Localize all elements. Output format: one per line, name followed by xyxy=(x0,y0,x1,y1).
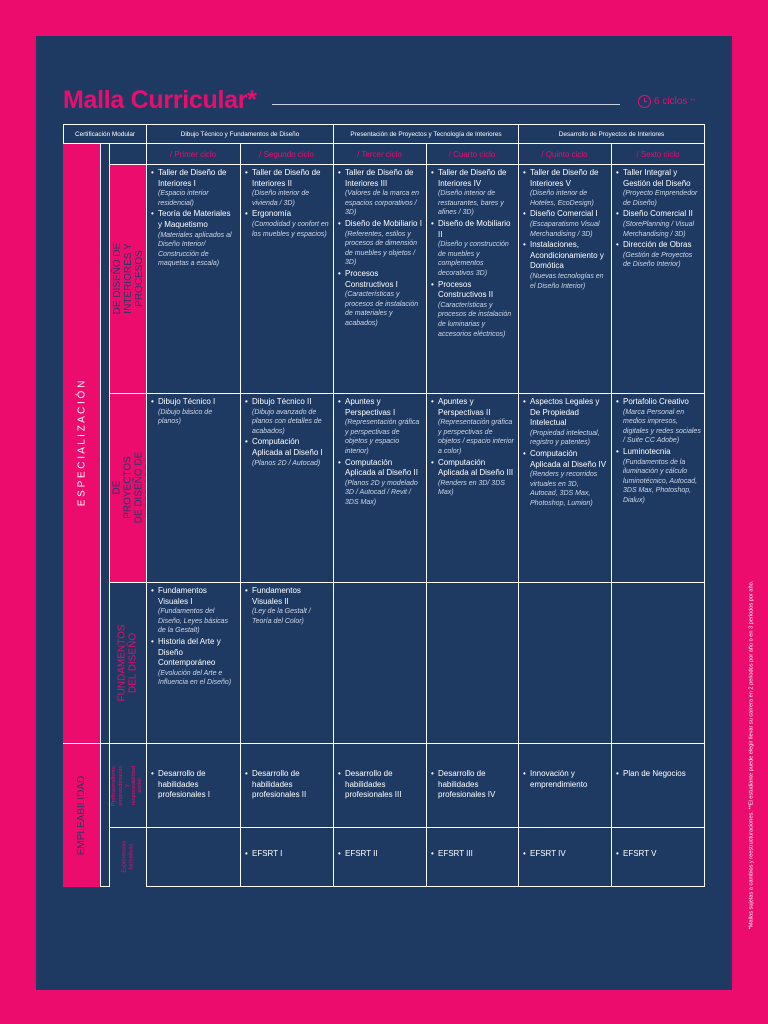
course-cell xyxy=(150,168,236,270)
course-item xyxy=(337,849,422,860)
title-divider xyxy=(272,104,620,105)
course-item xyxy=(337,397,422,457)
course-name: • Apuntes y Perspectivas II xyxy=(438,397,491,417)
course-name: • Dibujo Técnico I xyxy=(158,397,216,406)
course-item xyxy=(430,769,514,801)
row-divider xyxy=(110,582,705,583)
course-name: • Procesos Constructivos II xyxy=(438,279,494,300)
course-cell xyxy=(337,168,422,330)
course-description: (Fundamentos de la iluminación y cálculo luminotécnico, Autocad, 3DS Max, Photoshop, Dialux) xyxy=(623,458,698,504)
course-cell xyxy=(430,769,514,802)
course-cell xyxy=(522,849,607,861)
course-list xyxy=(430,849,514,860)
course-description: (Características y procesos de instalación de luminarias y accesorios eléctricos) xyxy=(438,301,512,338)
course-cell xyxy=(615,168,701,271)
cycle-label: / Tercer ciclo xyxy=(357,149,402,159)
course-item xyxy=(615,209,701,239)
col-header-dibujo: Dibujo Técnico y Fundamentos de Diseño xyxy=(180,130,300,138)
course-list xyxy=(615,769,701,780)
course-cell xyxy=(244,586,329,627)
course-cell xyxy=(337,397,422,509)
course-name: • Computación Aplicada al Diseño IV xyxy=(530,448,607,469)
course-name: • Diseño Comercial II xyxy=(623,209,693,219)
course-name: • Innovación y emprendimiento xyxy=(530,769,588,789)
course-name: • Desarrollo de habilidades profesionales III xyxy=(345,769,402,800)
column-divider xyxy=(518,144,519,887)
clock-icon xyxy=(638,95,651,108)
course-item xyxy=(244,849,329,860)
course-name: • Desarrollo de habilidades profesionales II xyxy=(252,769,307,800)
course-item xyxy=(150,209,236,269)
course-item xyxy=(337,269,422,329)
course-name: • Plan de Negocios xyxy=(623,769,686,778)
course-name: • Portafolio Creativo xyxy=(623,397,689,406)
course-name: • Taller de Diseño de Interiores II xyxy=(252,168,321,188)
course-item xyxy=(150,769,236,801)
course-name: • EFSRT V xyxy=(623,849,657,858)
course-description: (Fundamentos del Diseño, Leyes básicas de la Gestalt) xyxy=(158,608,229,635)
course-description: (Representación gráfica y perspectivas de objetos / espacio interior a color) xyxy=(438,419,514,455)
course-item xyxy=(522,168,607,208)
course-name: • Aspectos Legales y De Propiedad Intelectual xyxy=(530,397,600,428)
course-name: • Ergonomía xyxy=(252,209,292,219)
course-item xyxy=(522,849,607,860)
course-item xyxy=(337,458,422,508)
spacer-column xyxy=(100,144,110,887)
row-divider xyxy=(63,743,705,744)
course-list xyxy=(615,397,701,506)
course-description: (Materiales aplicados al Diseño Interior/ Construcción de maquetas a escala) xyxy=(158,231,232,268)
course-name: • Computación Aplicada al Diseño I xyxy=(252,437,323,457)
group-empleabilidad: EMPLEABILIDAD xyxy=(76,775,88,855)
course-item xyxy=(244,168,329,208)
course-cell xyxy=(522,397,607,510)
course-list xyxy=(522,397,607,509)
course-item xyxy=(430,458,514,498)
course-item xyxy=(522,240,607,291)
course-description: (Proyecto Emprendedor de Diseño) xyxy=(623,190,698,207)
course-list xyxy=(337,168,422,329)
row-label-presentacion: PRESENTACIÓN DE PROYECTOS DE DISEÑO DE INTERIORES xyxy=(100,448,156,527)
course-description: (Diseño interior de vivienda / 3D) xyxy=(252,190,310,207)
course-name: • Desarrollo de habilidades profesionales I xyxy=(158,769,211,800)
course-item xyxy=(522,397,607,448)
course-description: (Propiedad intelectual, registro y patentes) xyxy=(530,429,600,447)
course-description: (Comodidad y confort en los muebles y espacios) xyxy=(252,220,329,238)
course-list xyxy=(522,769,607,790)
course-item xyxy=(150,397,236,427)
footnote: *Mallas sujetas a cambios y reestructuraciones. **El estudiante puede elegir llevar su carrera en 2 periodos por año o en 3 periodos por año. xyxy=(748,580,755,930)
course-description: (Dibujo avanzado de planos con detalles de acabados) xyxy=(252,408,322,435)
course-name: • Instalaciones, Acondicionamiento y Domótica xyxy=(530,240,604,271)
column-divider xyxy=(240,144,241,887)
course-list xyxy=(244,586,329,626)
course-name: • Taller de Diseño de Interiores III xyxy=(345,168,414,188)
course-name: • Dibujo Técnico II xyxy=(252,397,312,406)
cycle-label: / Quinto ciclo xyxy=(541,149,588,159)
course-name: • Diseño de Mobiliario I xyxy=(345,218,422,228)
cycles-label: 6 ciclos xyxy=(654,96,688,107)
course-description: (Renders en 3D/ 3DS Max) xyxy=(438,479,505,497)
course-item xyxy=(430,397,514,457)
course-list xyxy=(430,168,514,339)
course-item xyxy=(337,219,422,268)
course-name: • Diseño de Mobiliario II xyxy=(438,218,511,239)
course-item xyxy=(522,209,607,239)
course-item xyxy=(430,280,514,340)
cycles-badge xyxy=(638,95,695,108)
course-description: (Dibujo básico de planos) xyxy=(158,408,213,426)
course-cell xyxy=(615,849,701,861)
course-description: (Referentes, estilos y procesos de dimensión de muebles y objetos / 3D) xyxy=(345,230,417,267)
course-name: • EFSRT IV xyxy=(530,849,566,858)
course-description: (Renders y recorridos virtuales en 3D, Autocad, 3DS Max, Photoshop, Lumion) xyxy=(530,471,598,507)
course-name: • Luminotecnia xyxy=(623,446,671,456)
course-item xyxy=(615,769,701,780)
course-cell xyxy=(337,849,422,861)
course-list xyxy=(150,586,236,688)
course-item xyxy=(244,437,329,468)
course-description: (Espacio interior residencial) xyxy=(158,190,209,207)
course-description: (Diseño interior de restaurantes, bares y afines / 3D) xyxy=(438,190,504,217)
course-item xyxy=(430,168,514,218)
course-name: • Taller Integral y Gestión del Diseño xyxy=(623,168,691,188)
course-name: • Taller de Diseño de Interiores IV xyxy=(438,168,507,188)
course-description: (Planos 2D y modelado 3D / Autocad / Revit / 3DS Max) xyxy=(345,479,418,506)
course-description: (Gestión de Proyectos de Diseño Interior) xyxy=(623,251,693,269)
course-name: • Taller de Diseño de Interiores V xyxy=(530,168,599,188)
course-list xyxy=(522,168,607,291)
course-cell xyxy=(615,397,701,507)
course-cell xyxy=(244,849,329,861)
row-label-profesionalismo: Profesionalismo, emprendimiento y responsabilidad social xyxy=(111,764,144,806)
course-item xyxy=(522,449,607,509)
course-name: • Diseño Comercial I xyxy=(530,209,598,219)
course-item xyxy=(522,769,607,790)
course-item xyxy=(337,769,422,801)
course-item xyxy=(150,168,236,208)
course-description: (Ley de la Gestalt / Teoría del Color) xyxy=(252,608,311,625)
cycle-label: / Segundo ciclo xyxy=(259,149,314,159)
course-list xyxy=(430,769,514,801)
col-header-desarrollo: Desarrollo de Proyectos de Interiores xyxy=(558,130,665,138)
page-title: Malla Curricular* xyxy=(63,86,257,114)
course-item xyxy=(244,769,329,801)
course-description: (Evolución del Arte e Influencia en el Diseño) xyxy=(158,669,232,687)
course-item xyxy=(615,397,701,446)
course-description: (Valores de la marca en espacios corporativos / 3D) xyxy=(345,190,420,217)
course-list xyxy=(337,769,422,801)
cycle-label: / Cuarto ciclo xyxy=(448,149,496,159)
course-description: (StorePlanning / Visual Merchandising / 3D) xyxy=(623,220,695,238)
course-list xyxy=(244,849,329,860)
course-list xyxy=(150,168,236,269)
column-divider xyxy=(426,144,427,887)
course-list xyxy=(430,397,514,498)
course-cell xyxy=(244,769,329,802)
course-list xyxy=(244,397,329,468)
course-description: (Marca Personal en medios impresos, digitales y redes sociales / Suite CC Adobe) xyxy=(623,408,701,445)
course-description: (Escaparatismo Visual Merchandising / 3D) xyxy=(530,220,600,238)
course-cell xyxy=(150,586,236,689)
course-cell xyxy=(244,168,329,240)
course-name: • Teoría de Materiales y Maquetismo xyxy=(158,209,231,229)
course-cell xyxy=(150,769,236,802)
cycles-mark: ** xyxy=(690,98,696,105)
course-description: (Planos 2D / Autocad) xyxy=(252,459,321,467)
course-name: • Taller de Diseño de Interiores I xyxy=(158,168,227,188)
course-list xyxy=(337,397,422,508)
course-item xyxy=(244,397,329,436)
course-list xyxy=(615,849,701,860)
course-description: (Diseño y construcción de muebles y complementos decorativos 3D) xyxy=(438,241,509,277)
course-name: • Apuntes y Perspectivas I xyxy=(345,397,396,417)
course-list xyxy=(150,397,236,427)
column-divider xyxy=(611,144,612,887)
course-cell xyxy=(430,397,514,499)
row-label-especialidad: ESPECIALIDAD DE DISEÑO DE INTERIORES Y PROCESOS CONSTRUCTIVOS xyxy=(100,235,156,322)
course-item xyxy=(615,849,701,860)
course-cell xyxy=(244,397,329,469)
col-header-certificacion: Certificación Modular xyxy=(74,130,136,138)
course-name: • Fundamentos Visuales I xyxy=(158,586,207,606)
course-item xyxy=(430,219,514,279)
course-item xyxy=(615,240,701,270)
course-list xyxy=(337,849,422,860)
group-especializacion: E S P E C I A L I Z A C I Ó N xyxy=(76,380,88,507)
row-divider xyxy=(110,827,705,828)
course-description: (Diseño interior de Hoteles, EcoDesign) xyxy=(530,190,594,207)
course-cell xyxy=(337,769,422,802)
col-header-presentacion: Presentación de Proyectos y Tecnología de Interiores xyxy=(350,130,502,138)
course-item xyxy=(244,209,329,239)
course-name: • Computación Aplicada al Diseño III xyxy=(438,457,514,478)
course-name: • EFSRT I xyxy=(252,849,283,858)
row-label-fundamentos: FUNDAMENTOS DEL DISEÑO xyxy=(117,623,140,702)
course-item xyxy=(430,849,514,860)
course-cell xyxy=(430,849,514,861)
course-list xyxy=(615,168,701,270)
course-cell xyxy=(430,168,514,340)
course-item xyxy=(244,586,329,626)
course-list xyxy=(522,849,607,860)
course-item xyxy=(150,637,236,688)
course-cell xyxy=(522,769,607,791)
course-name: • Fundamentos Visuales II xyxy=(252,586,301,606)
cycle-label: / Sexto ciclo xyxy=(636,149,680,159)
course-list xyxy=(244,769,329,801)
cycle-label: / Primer ciclo xyxy=(169,149,217,159)
course-item xyxy=(615,168,701,208)
course-name: • EFSRT II xyxy=(345,849,378,858)
course-cell xyxy=(522,168,607,292)
row-label-experiencias: Experiencias formativas xyxy=(121,840,134,874)
course-description: (Representación gráfica y perspectivas de objetos y espacio interior) xyxy=(345,419,420,455)
row-divider xyxy=(110,393,705,394)
course-name: • Desarrollo de habilidades profesionales IV xyxy=(438,769,496,800)
course-item xyxy=(337,168,422,218)
row-divider xyxy=(110,164,705,165)
course-name: • Computación Aplicada al Diseño II xyxy=(345,457,418,478)
course-item xyxy=(150,586,236,636)
course-description: (Características y procesos de instalación de materiales y acabados) xyxy=(345,291,419,327)
course-name: • Procesos Constructivos I xyxy=(345,268,398,289)
course-item xyxy=(615,447,701,506)
course-list xyxy=(150,769,236,801)
course-name: • Historia del Arte y Diseño Contemporáneo xyxy=(158,636,221,668)
course-list xyxy=(244,168,329,239)
course-cell xyxy=(615,769,701,781)
course-name: • EFSRT III xyxy=(438,849,473,858)
course-name: • Dirección de Obras xyxy=(623,240,692,250)
curriculum-table xyxy=(63,124,705,887)
course-description: (Nuevas tecnologías en el Diseño Interior) xyxy=(530,272,604,290)
column-divider xyxy=(333,144,334,887)
course-cell xyxy=(150,397,236,428)
